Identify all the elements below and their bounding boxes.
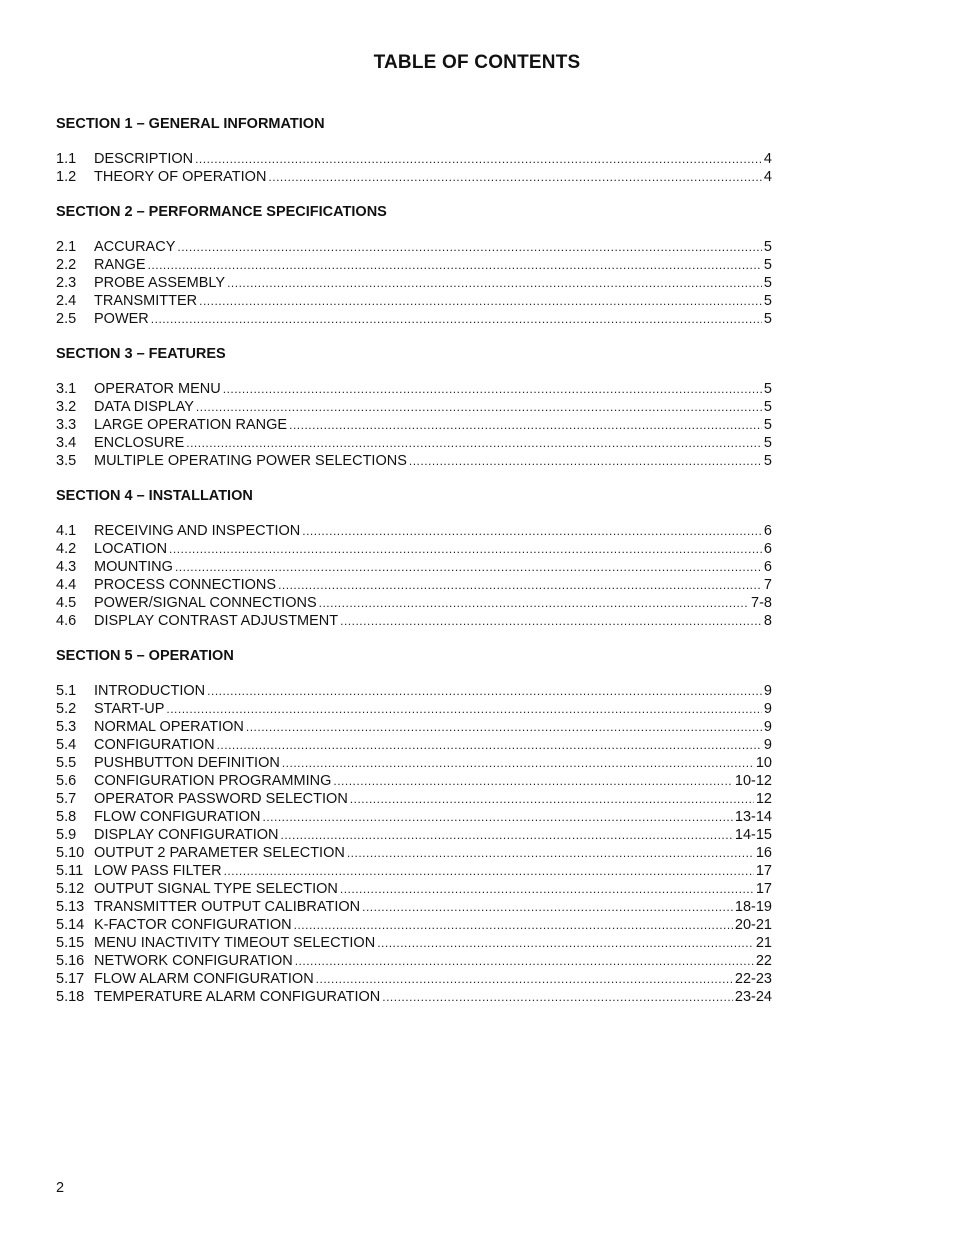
toc-entry[interactable] (56, 540, 772, 558)
entry-page-number: 22-23 (734, 971, 772, 987)
dot-leader (333, 772, 733, 790)
dot-leader (169, 540, 762, 558)
entry-page-number: 10-12 (734, 773, 772, 789)
entry-title: OUTPUT 2 PARAMETER SELECTION (94, 845, 345, 861)
entry-title: MENU INACTIVITY TIMEOUT SELECTION (94, 935, 376, 951)
entry-page-number: 6 (763, 559, 772, 575)
entry-page-number: 21 (755, 935, 772, 951)
dot-leader (409, 452, 762, 470)
dot-leader (362, 898, 733, 916)
toc-entry[interactable] (56, 970, 772, 988)
entry-number: 5.4 (56, 737, 77, 753)
toc-entry-list (56, 238, 772, 328)
entry-title: TRANSMITTER (94, 293, 198, 309)
toc-entry[interactable] (56, 988, 772, 1006)
toc-entry-list (56, 522, 772, 630)
entry-number: 3.1 (56, 381, 77, 397)
entry-title: DATA DISPLAY (94, 399, 194, 415)
entry-page-number: 14-15 (734, 827, 772, 843)
entry-page-number: 5 (763, 399, 772, 415)
entry-page-number: 10 (755, 755, 772, 771)
toc-entry[interactable] (56, 754, 772, 772)
entry-number: 3.5 (56, 453, 77, 469)
dot-leader (347, 844, 754, 862)
entry-number: 3.4 (56, 435, 77, 451)
entry-title: START-UP (94, 701, 165, 717)
dot-leader (319, 594, 749, 612)
entry-page-number: 17 (755, 863, 772, 879)
dot-leader (350, 790, 754, 808)
entry-number: 4.6 (56, 613, 77, 629)
toc-entry[interactable] (56, 844, 772, 862)
dot-leader (294, 916, 733, 934)
toc-section (56, 202, 772, 328)
toc-entry[interactable] (56, 398, 772, 416)
entry-title: MOUNTING (94, 559, 173, 575)
entry-page-number: 5 (763, 417, 772, 433)
entry-page-number: 8 (763, 613, 772, 629)
entry-title: ACCURACY (94, 239, 176, 255)
toc-entry[interactable] (56, 736, 772, 754)
entry-page-number: 7 (763, 577, 772, 593)
entry-title: PROBE ASSEMBLY (94, 275, 226, 291)
entry-number: 5.16 (56, 953, 85, 969)
entry-page-number: 5 (763, 275, 772, 291)
entry-page-number: 12 (755, 791, 772, 807)
dot-leader (148, 256, 762, 274)
section-heading: SECTION 1 – GENERAL INFORMATION (56, 116, 325, 132)
table-of-contents (56, 114, 772, 1022)
entry-page-number: 6 (763, 541, 772, 557)
entry-number: 3.3 (56, 417, 77, 433)
section-heading: SECTION 2 – PERFORMANCE SPECIFICATIONS (56, 204, 387, 220)
entry-page-number: 9 (763, 719, 772, 735)
toc-section (56, 646, 772, 1006)
dot-leader (199, 292, 762, 310)
entry-number: 5.5 (56, 755, 77, 771)
dot-leader (166, 700, 762, 718)
entry-title: LOW PASS FILTER (94, 863, 222, 879)
toc-entry[interactable] (56, 826, 772, 844)
entry-title: TEMPERATURE ALARM CONFIGURATION (94, 989, 381, 1005)
toc-entry[interactable] (56, 310, 772, 328)
entry-title: K-FACTOR CONFIGURATION (94, 917, 292, 933)
entry-title: TRANSMITTER OUTPUT CALIBRATION (94, 899, 361, 915)
section-heading: SECTION 5 – OPERATION (56, 648, 234, 664)
entry-title: FLOW ALARM CONFIGURATION (94, 971, 314, 987)
entry-title: RECEIVING AND INSPECTION (94, 523, 301, 539)
dot-leader (177, 238, 762, 256)
entry-number: 5.7 (56, 791, 77, 807)
toc-entry[interactable] (56, 862, 772, 880)
toc-entry[interactable] (56, 594, 772, 612)
entry-number: 2.2 (56, 257, 77, 273)
toc-entry[interactable] (56, 880, 772, 898)
entry-page-number: 7-8 (751, 595, 772, 611)
entry-page-number: 18-19 (734, 899, 772, 915)
dot-leader (316, 970, 733, 988)
entry-page-number: 5 (763, 257, 772, 273)
toc-entry[interactable] (56, 576, 772, 594)
dot-leader (295, 952, 754, 970)
entry-page-number: 5 (763, 293, 772, 309)
entry-title: CONFIGURATION (94, 737, 215, 753)
toc-entry[interactable] (56, 700, 772, 718)
page-number: 2 (56, 1180, 65, 1196)
toc-entry[interactable] (56, 682, 772, 700)
entry-title: PUSHBUTTON DEFINITION (94, 755, 280, 771)
entry-title: CONFIGURATION PROGRAMMING (94, 773, 332, 789)
entry-number: 3.2 (56, 399, 77, 415)
entry-page-number: 5 (763, 239, 772, 255)
dot-leader (377, 934, 754, 952)
entry-title: NETWORK CONFIGURATION (94, 953, 293, 969)
dot-leader (340, 612, 762, 630)
dot-leader (223, 380, 762, 398)
entry-number: 5.12 (56, 881, 85, 897)
entry-number: 1.1 (56, 151, 77, 167)
entry-page-number: 9 (763, 701, 772, 717)
toc-section (56, 114, 772, 186)
entry-page-number: 4 (763, 151, 772, 167)
entry-page-number: 5 (763, 435, 772, 451)
entry-title: POWER/SIGNAL CONNECTIONS (94, 595, 317, 611)
entry-page-number: 16 (755, 845, 772, 861)
entry-title: INTRODUCTION (94, 683, 206, 699)
entry-number: 1.2 (56, 169, 77, 185)
entry-number: 2.3 (56, 275, 77, 291)
dot-leader (224, 862, 754, 880)
toc-entry[interactable] (56, 558, 772, 576)
dot-leader (262, 808, 732, 826)
entry-page-number: 6 (763, 523, 772, 539)
toc-entry[interactable] (56, 898, 772, 916)
dot-leader (246, 718, 762, 736)
entry-number: 5.9 (56, 827, 77, 843)
entry-page-number: 4 (763, 169, 772, 185)
toc-entry-list (56, 380, 772, 470)
entry-number: 2.5 (56, 311, 77, 327)
toc-entry[interactable] (56, 718, 772, 736)
entry-number: 5.10 (56, 845, 85, 861)
toc-entry[interactable] (56, 380, 772, 398)
entry-page-number: 9 (763, 683, 772, 699)
dot-leader (151, 310, 762, 328)
toc-entry[interactable] (56, 416, 772, 434)
entry-number: 4.4 (56, 577, 77, 593)
entry-number: 5.1 (56, 683, 77, 699)
entry-title: LOCATION (94, 541, 168, 557)
toc-entry[interactable] (56, 934, 772, 952)
entry-title: NORMAL OPERATION (94, 719, 244, 735)
toc-entry[interactable] (56, 790, 772, 808)
entry-number: 5.13 (56, 899, 85, 915)
toc-entry[interactable] (56, 274, 772, 292)
entry-number: 5.8 (56, 809, 77, 825)
toc-entry-list (56, 682, 772, 1006)
toc-entry[interactable] (56, 150, 772, 168)
dot-leader (278, 576, 762, 594)
dot-leader (282, 754, 754, 772)
toc-entry[interactable] (56, 952, 772, 970)
entry-number: 2.1 (56, 239, 77, 255)
entry-number: 5.11 (56, 863, 84, 879)
toc-entry[interactable] (56, 808, 772, 826)
entry-title: OUTPUT SIGNAL TYPE SELECTION (94, 881, 338, 897)
dot-leader (227, 274, 762, 292)
entry-number: 5.3 (56, 719, 77, 735)
entry-page-number: 17 (755, 881, 772, 897)
entry-page-number: 20-21 (734, 917, 772, 933)
dot-leader (281, 826, 733, 844)
toc-entry[interactable] (56, 168, 772, 186)
toc-entry[interactable] (56, 452, 772, 470)
toc-entry[interactable] (56, 238, 772, 256)
entry-number: 4.1 (56, 523, 77, 539)
toc-entry[interactable] (56, 292, 772, 310)
entry-number: 2.4 (56, 293, 77, 309)
toc-section (56, 344, 772, 470)
toc-entry-list (56, 150, 772, 186)
entry-title: DESCRIPTION (94, 151, 194, 167)
entry-page-number: 5 (763, 453, 772, 469)
entry-title: PROCESS CONNECTIONS (94, 577, 277, 593)
entry-page-number: 9 (763, 737, 772, 753)
entry-number: 5.6 (56, 773, 77, 789)
section-heading: SECTION 4 – INSTALLATION (56, 488, 253, 504)
dot-leader (186, 434, 762, 452)
toc-entry[interactable] (56, 434, 772, 452)
entry-number: 5.14 (56, 917, 85, 933)
entry-title: OPERATOR MENU (94, 381, 221, 397)
dot-leader (382, 988, 733, 1006)
entry-number: 5.15 (56, 935, 85, 951)
entry-number: 4.2 (56, 541, 77, 557)
entry-title: POWER (94, 311, 149, 327)
entry-title: THEORY OF OPERATION (94, 169, 267, 185)
entry-title: RANGE (94, 257, 146, 273)
dot-leader (302, 522, 762, 540)
entry-title: ENCLOSURE (94, 435, 185, 451)
toc-entry[interactable] (56, 772, 772, 790)
entry-page-number: 5 (763, 381, 772, 397)
entry-page-number: 22 (755, 953, 772, 969)
entry-title: OPERATOR PASSWORD SELECTION (94, 791, 348, 807)
page-title: TABLE OF CONTENTS (373, 52, 581, 73)
dot-leader (289, 416, 762, 434)
dot-leader (196, 398, 762, 416)
section-heading: SECTION 3 – FEATURES (56, 346, 226, 362)
entry-title: DISPLAY CONTRAST ADJUSTMENT (94, 613, 339, 629)
toc-entry[interactable] (56, 612, 772, 630)
toc-entry[interactable] (56, 522, 772, 540)
toc-entry[interactable] (56, 256, 772, 274)
dot-leader (195, 150, 762, 168)
entry-number: 5.17 (56, 971, 85, 987)
toc-section (56, 486, 772, 630)
entry-title: DISPLAY CONFIGURATION (94, 827, 279, 843)
entry-number: 4.3 (56, 559, 77, 575)
entry-title: LARGE OPERATION RANGE (94, 417, 288, 433)
dot-leader (340, 880, 754, 898)
entry-number: 4.5 (56, 595, 77, 611)
dot-leader (207, 682, 762, 700)
entry-title: MULTIPLE OPERATING POWER SELECTIONS (94, 453, 407, 469)
toc-entry[interactable] (56, 916, 772, 934)
entry-number: 5.2 (56, 701, 77, 717)
entry-title: FLOW CONFIGURATION (94, 809, 261, 825)
entry-page-number: 13-14 (734, 809, 772, 825)
entry-number: 5.18 (56, 989, 85, 1005)
entry-page-number: 5 (763, 311, 772, 327)
dot-leader (217, 736, 762, 754)
entry-page-number: 23-24 (734, 989, 772, 1005)
dot-leader (175, 558, 762, 576)
dot-leader (268, 168, 762, 186)
